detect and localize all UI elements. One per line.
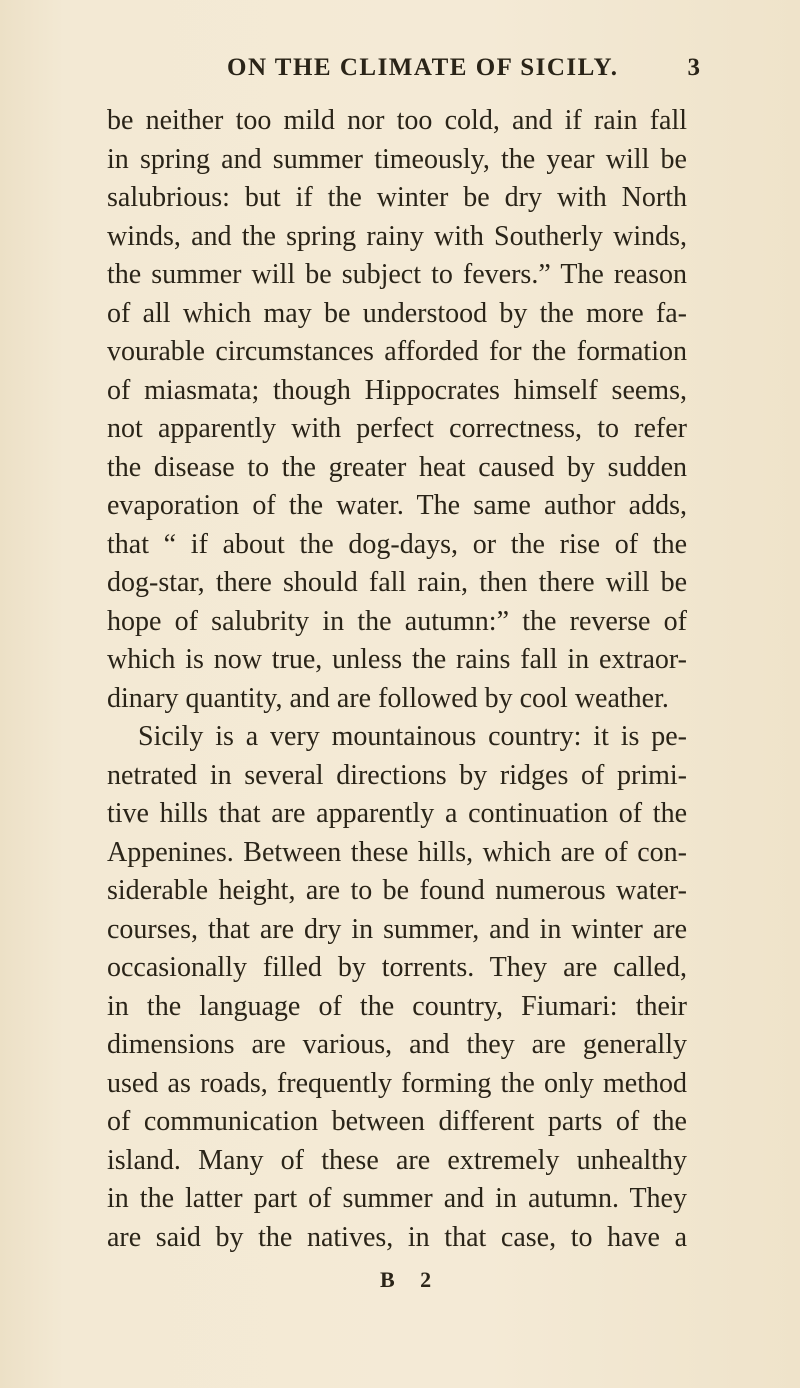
text-line: evaporation of the water. The same author adds, — [107, 490, 687, 521]
text-line: used as roads, frequently forming the only method — [107, 1067, 687, 1099]
page-number: 3 — [687, 54, 700, 81]
text-line: tive hills that are apparently a continuation of the — [107, 798, 687, 829]
text-line: occasionally filled by torrents. They are called, — [107, 952, 687, 983]
text-line: hope of salubrity in the autumn:” the reverse of — [107, 605, 687, 637]
paragraph-first-line: Sicily is a very mountainous country: it is pe- — [138, 721, 687, 752]
body-text — [107, 102, 687, 1257]
text-line: siderable height, are to be found numerous water- — [107, 875, 687, 906]
text-line: in the latter part of summer and in autumn. They — [107, 1183, 687, 1214]
text-line: island. Many of these are extremely unhealthy — [107, 1144, 687, 1176]
text-line: courses, that are dry in summer, and in winter are — [107, 913, 687, 945]
text-line: are said by the natives, in that case, to have a — [107, 1221, 687, 1253]
text-line: be neither too mild nor too cold, and if rain fall — [107, 105, 687, 136]
text-line: the summer will be subject to fevers.” The reason — [107, 259, 687, 290]
text-line: of communication between different parts of the — [107, 1106, 687, 1137]
text-line: winds, and the spring rainy with Southerly winds, — [107, 220, 687, 252]
text-line: not apparently with perfect correctness, to refer — [107, 413, 687, 444]
text-line: dimensions are various, and they are generally — [107, 1029, 687, 1060]
text-line: salubrious: but if the winter be dry with North — [107, 182, 687, 213]
text-line: vourable circumstances afforded for the formation — [107, 336, 687, 367]
text-line: in the language of the country, Fiumari: their — [107, 990, 687, 1022]
text-line: netrated in several directions by ridges of primi- — [107, 759, 687, 791]
text-line: the disease to the greater heat caused by sudden — [107, 451, 687, 483]
signature-mark: B 2 — [380, 1267, 442, 1292]
text-line: of all which may be understood by the more fa- — [107, 297, 687, 329]
text-line: which is now true, unless the rains fall in extraor- — [107, 644, 687, 675]
text-line: of miasmata; though Hippocrates himself seems, — [107, 374, 687, 406]
text-line: dog-star, there should fall rain, then there will be — [107, 567, 687, 598]
text-line: Appenines. Between these hills, which are of con- — [107, 836, 687, 868]
text-line: dinary quantity, and are followed by cool weather. — [107, 682, 669, 714]
text-line: in spring and summer timeously, the year will be — [107, 143, 687, 175]
text-line: that “ if about the dog-days, or the rise of the — [107, 528, 687, 560]
running-head — [120, 54, 700, 94]
running-title: ON THE CLIMATE OF SICILY. — [227, 54, 619, 81]
